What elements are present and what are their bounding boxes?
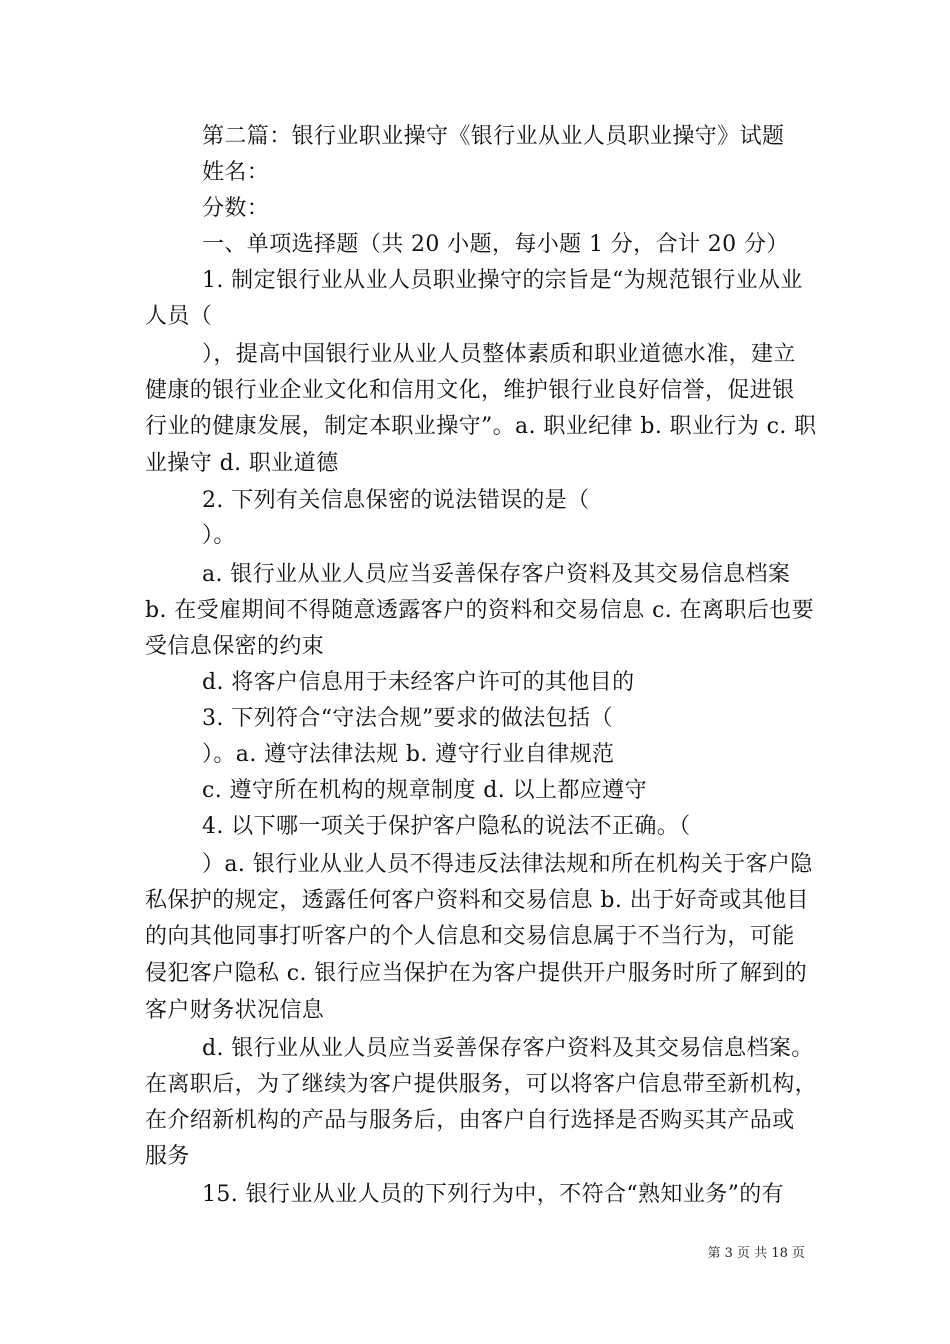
text-line: 侵犯客户隐私 c. 银行应当保护在为客户提供开户服务时所了解到的 <box>145 961 808 986</box>
text-line: 1. 制定银行业从业人员职业操守的宗旨是“为规范银行业从业 <box>202 268 803 293</box>
text-line: ）。 <box>202 523 236 548</box>
text-line: 客户财务状况信息 <box>145 998 325 1023</box>
text-line: d. 将客户信息用于未经客户许可的其他目的 <box>202 670 635 695</box>
page-number: 第 3 页 共 18 页 <box>707 1246 805 1261</box>
text-line: d. 银行业从业人员应当妥善保存客户资料及其交易信息档案。 <box>202 1036 814 1061</box>
text-line: b. 在受雇期间不得随意透露客户的资料和交易信息 c. 在离职后也要 <box>145 598 814 623</box>
text-line: 的向其他同事打听客户的个人信息和交易信息属于不当行为，可能 <box>145 924 795 949</box>
text-line: 业操守 d. 职业道德 <box>145 451 339 476</box>
text-line: 第二篇：银行业职业操守《银行业从业人员职业操守》试题 <box>202 124 785 149</box>
text-line: 私保护的规定，透露任何客户资料和交易信息 b. 出于好奇或其他目 <box>145 888 809 913</box>
text-line: 受信息保密的约束 <box>145 634 325 659</box>
text-line: 服务 <box>145 1144 190 1169</box>
text-line: 4. 以下哪一项关于保护客户隐私的说法不正确。（ <box>202 814 691 839</box>
text-line: 在介绍新机构的产品与服务后，由客户自行选择是否购买其产品或 <box>145 1108 795 1133</box>
text-line: 分数： <box>202 196 270 221</box>
text-line: ），提高中国银行业从业人员整体素质和职业道德水准，建立 <box>202 342 796 367</box>
text-line: ）。a. 遵守法律法规 b. 遵守行业自律规范 <box>202 742 615 767</box>
text-line: 3. 下列符合“守法合规”要求的做法包括（ <box>202 706 613 731</box>
text-line: ）a. 银行业从业人员不得违反法律法规和所在机构关于客户隐 <box>202 852 813 877</box>
text-line: 人员（ <box>145 304 213 329</box>
text-line: 姓名： <box>202 160 270 185</box>
text-line: 健康的银行业企业文化和信用文化，维护银行业良好信誉，促进银 <box>145 378 795 403</box>
text-line: 在离职后，为了继续为客户提供服务，可以将客户信息带至新机构， <box>145 1072 818 1097</box>
text-line: c. 遵守所在机构的规章制度 d. 以上都应遵守 <box>202 778 647 803</box>
text-line: 15. 银行业从业人员的下列行为中，不符合“熟知业务”的有 <box>202 1182 785 1207</box>
text-line: 行业的健康发展，制定本职业操守”。a. 职业纪律 b. 职业行为 c. 职 <box>145 414 817 439</box>
text-line: a. 银行业从业人员应当妥善保存客户资料及其交易信息档案 <box>202 562 791 587</box>
text-line: 2. 下列有关信息保密的说法错误的是（ <box>202 488 590 513</box>
text-line: 一、单项选择题（共 20 小题，每小题 1 分，合计 20 分） <box>202 232 789 257</box>
